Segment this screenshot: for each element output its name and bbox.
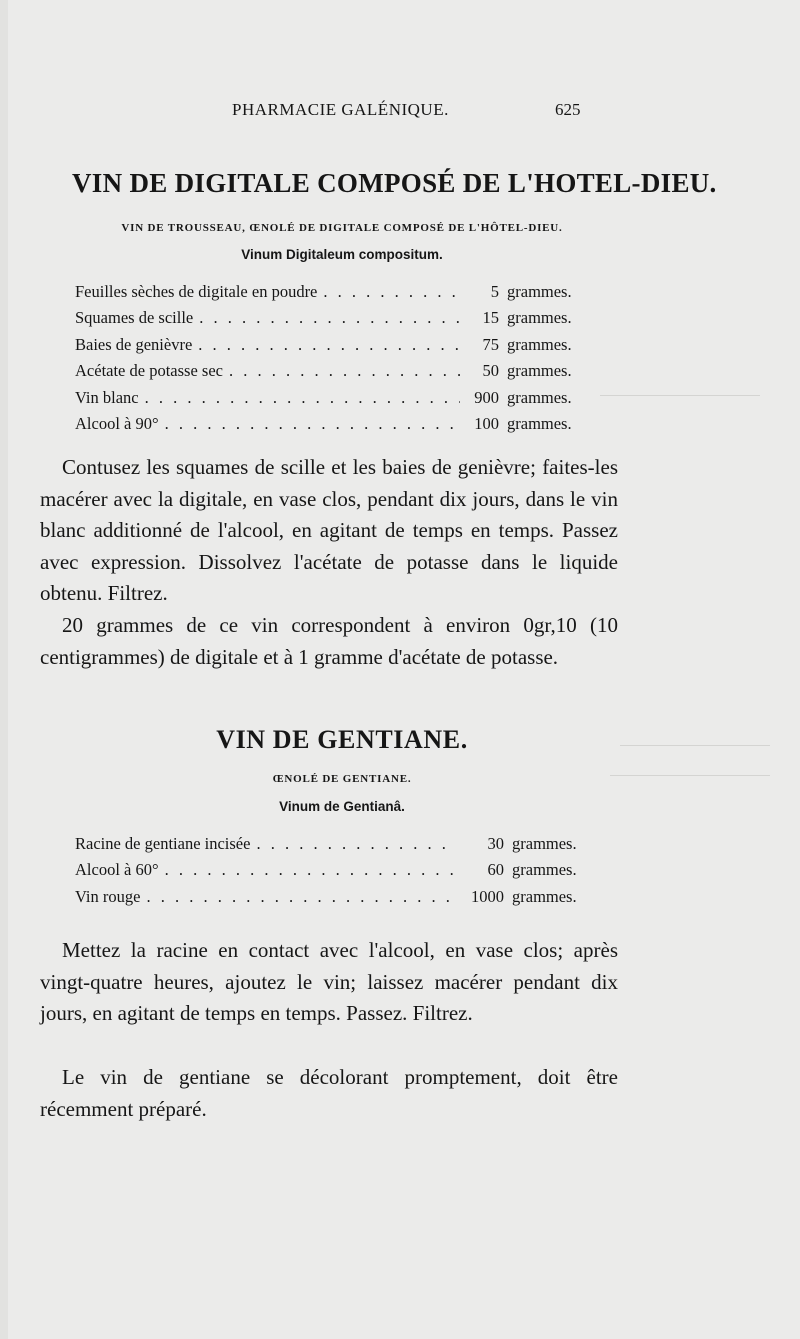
ingredient-row xyxy=(75,388,605,414)
ingredient-list-gentiane xyxy=(75,834,610,913)
ingredient-unit: grammes. xyxy=(507,413,572,433)
section-title-gentiane: VIN DE GENTIANE. xyxy=(216,725,468,754)
dot-leader xyxy=(145,388,460,408)
dot-leader xyxy=(146,887,454,907)
ingredient-name: Vin rouge xyxy=(75,886,141,906)
ingredient-row xyxy=(75,335,605,361)
show-through-line xyxy=(600,395,760,396)
dot-leader xyxy=(165,414,460,434)
latin-name-gentiane: Vinum de Gentianâ. xyxy=(279,799,405,814)
ingredient-unit: grammes. xyxy=(507,308,572,328)
dot-leader xyxy=(199,308,460,328)
ingredient-quantity: 100 xyxy=(474,413,499,433)
ingredient-list-digitale xyxy=(75,282,605,440)
dot-leader xyxy=(165,860,454,880)
ingredient-unit: grammes. xyxy=(512,834,577,853)
instructions-paragraph-digitale: Contusez les squames de scille et les baies de genièvre; faites-les macérer avec la digitale, en vase clos, pendant dix jours, dans le vin blanc additionné de l'alcool, en agitant de temps en temps. Passez avec expression. Dissolvez l'acétate de potasse dans le liquide obtenu. Filtrez. xyxy=(40,455,618,606)
ingredient-name: Vin blanc xyxy=(75,387,139,407)
ingredient-row xyxy=(75,282,605,308)
dot-leader xyxy=(229,361,460,381)
page-number: 625 xyxy=(555,100,581,119)
ingredient-quantity: 50 xyxy=(482,361,499,381)
page-edge-shadow xyxy=(0,0,8,1339)
ingredient-quantity: 60 xyxy=(487,860,504,880)
dot-leader xyxy=(323,282,460,302)
ingredient-name: Squames de scille xyxy=(75,308,194,328)
ingredient-quantity: 5 xyxy=(490,282,499,301)
ingredient-row xyxy=(75,308,605,334)
dot-leader xyxy=(256,834,454,854)
ingredient-name: Feuilles sèches de digitale en poudre xyxy=(75,282,318,301)
ingredient-quantity: 15 xyxy=(482,308,499,328)
ingredient-unit: grammes. xyxy=(507,282,572,301)
ingredient-unit: grammes. xyxy=(512,860,577,880)
ingredient-unit: grammes. xyxy=(512,886,577,906)
show-through-line xyxy=(610,775,770,776)
running-title: PHARMACIE GALÉNIQUE. xyxy=(232,100,449,119)
latin-name-digitale: Vinum Digitaleum compositum. xyxy=(241,247,443,262)
ingredient-name: Alcool à 90° xyxy=(75,413,159,433)
instructions-paragraph-gentiane: Mettez la racine en contact avec l'alcool, en vase clos; après vingt-quatre heures, ajoutez le vin; laissez macérer pendant dix jours, en agitant de temps en temps. Passez. Filtrez. xyxy=(40,938,618,1026)
ingredient-row xyxy=(75,860,610,886)
ingredient-name: Alcool à 60° xyxy=(75,860,159,880)
ingredient-quantity: 900 xyxy=(474,387,499,407)
running-head xyxy=(0,100,800,130)
ingredient-row xyxy=(75,361,605,387)
ingredient-unit: grammes. xyxy=(507,334,572,354)
section-title-digitale: VIN DE DIGITALE COMPOSÉ DE L'HOTEL-DIEU. xyxy=(72,168,717,198)
ingredient-row xyxy=(75,887,610,913)
note-paragraph-gentiane: Le vin de gentiane se décolorant promptement, doit être récemment préparé. xyxy=(40,1065,618,1121)
ingredient-name: Acétate de potasse sec xyxy=(75,361,223,381)
ingredient-quantity: 30 xyxy=(487,834,504,853)
show-through-line xyxy=(620,745,770,746)
ingredient-name: Racine de gentiane incisée xyxy=(75,834,251,853)
dot-leader xyxy=(198,335,460,355)
ingredient-quantity: 1000 xyxy=(471,886,504,906)
ingredient-unit: grammes. xyxy=(507,361,572,381)
ingredient-row xyxy=(75,834,610,860)
ingredient-quantity: 75 xyxy=(482,334,499,354)
ingredient-name: Baies de genièvre xyxy=(75,334,193,354)
dosage-paragraph-digitale: 20 grammes de ce vin correspondent à environ 0gr,10 (10 centigrammes) de digitale et à 1 gramme d'acétate de potasse. xyxy=(40,613,618,669)
ingredient-unit: grammes. xyxy=(507,387,572,407)
section-subtitle-digitale: VIN DE TROUSSEAU, ŒNOLÉ DE DIGITALE COMPOSÉ DE L'HÔTEL-DIEU. xyxy=(121,222,563,234)
ingredient-row xyxy=(75,414,605,440)
section-subtitle-gentiane: ŒNOLÉ DE GENTIANE. xyxy=(272,773,412,785)
